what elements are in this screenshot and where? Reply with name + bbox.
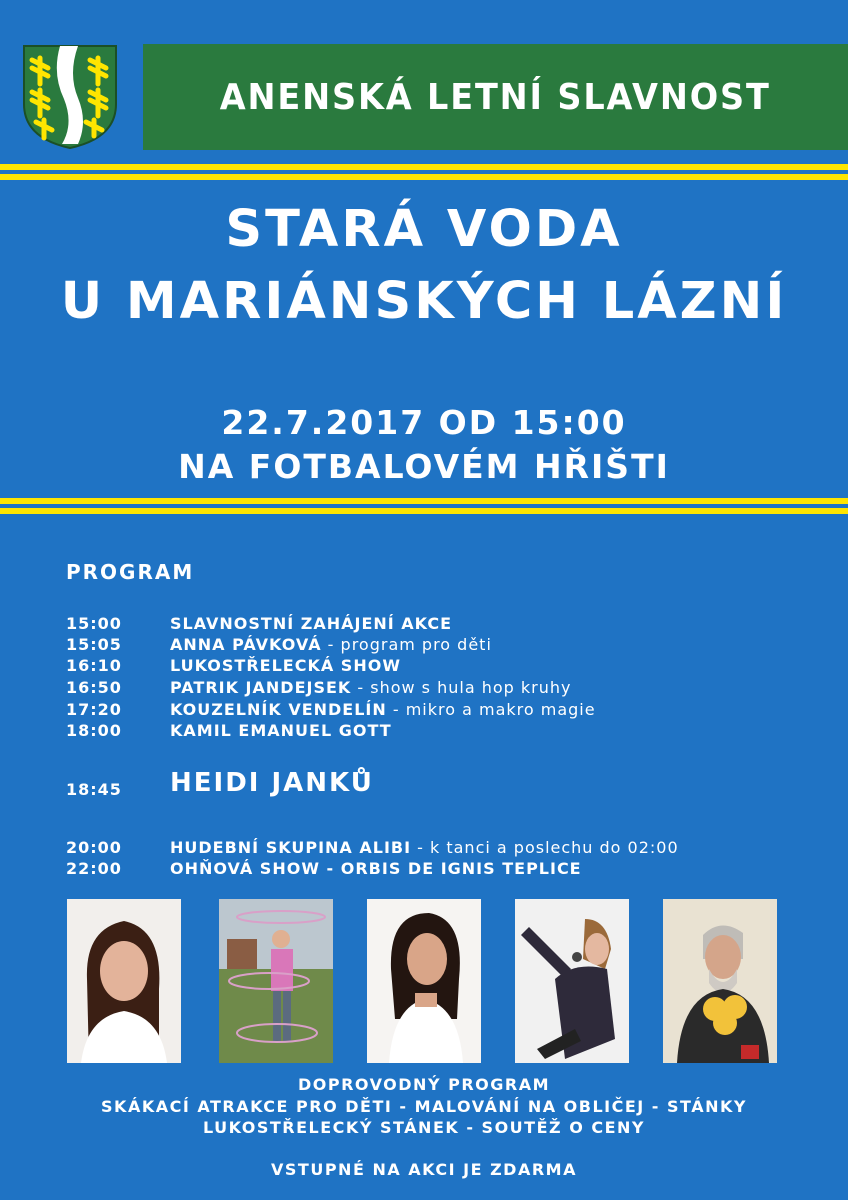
program-act: HEIDI JANKŮ bbox=[170, 768, 374, 798]
venue: NA FOTBALOVÉM HŘIŠTI bbox=[178, 447, 670, 486]
program-time: 16:50 bbox=[66, 678, 122, 697]
program-act: KAMIL EMANUEL GOTT bbox=[170, 721, 392, 740]
performer-photo bbox=[67, 899, 181, 1063]
program-act: LUKOSTŘELECKÁ SHOW bbox=[170, 656, 401, 675]
program-time: 16:10 bbox=[66, 656, 122, 675]
coat-of-arms-icon bbox=[22, 44, 118, 150]
program-heading: PROGRAM bbox=[66, 560, 195, 584]
program-time: 15:00 bbox=[66, 614, 122, 633]
program-time: 20:00 bbox=[66, 838, 122, 857]
yellow-stripe-bottom bbox=[0, 498, 848, 514]
program-desc: - k tanci a poslechu do 02:00 bbox=[411, 838, 679, 857]
event-title: ANENSKÁ LETNÍ SLAVNOST bbox=[220, 76, 771, 118]
magician-photo bbox=[663, 899, 777, 1063]
singer-photo bbox=[367, 899, 481, 1063]
title-banner bbox=[143, 44, 848, 150]
location-line-1: STARÁ VODA bbox=[225, 200, 623, 259]
musician-photo bbox=[515, 899, 629, 1063]
program-time: 18:00 bbox=[66, 721, 122, 740]
program-act: SLAVNOSTNÍ ZAHÁJENÍ AKCE bbox=[170, 614, 453, 633]
program-act: ANNA PÁVKOVÁ bbox=[170, 635, 322, 654]
footer-line: LUKOSTŘELECKÝ STÁNEK - SOUTĚŽ O CENY bbox=[202, 1118, 646, 1137]
program-time: 18:45 bbox=[66, 780, 122, 799]
program-act: KOUZELNÍK VENDELÍN bbox=[170, 700, 387, 719]
program-act: HUDEBNÍ SKUPINA ALIBI bbox=[170, 838, 412, 857]
yellow-stripe-top bbox=[0, 164, 848, 180]
program-time: 17:20 bbox=[66, 700, 122, 719]
free-entry-note: VSTUPNÉ NA AKCI JE ZDARMA bbox=[271, 1160, 577, 1179]
program-time: 22:00 bbox=[66, 859, 122, 878]
program-act: PATRIK JANDEJSEK bbox=[170, 678, 352, 697]
program-act: OHŇOVÁ SHOW - ORBIS DE IGNIS TEPLICE bbox=[170, 859, 582, 878]
program-desc: - mikro a makro magie bbox=[386, 700, 596, 719]
hula-hoop-photo bbox=[219, 899, 333, 1063]
date-time: 22.7.2017 OD 15:00 bbox=[221, 403, 627, 442]
program-desc: - show s hula hop kruhy bbox=[351, 678, 572, 697]
location-line-2: U MARIÁNSKÝCH LÁZNÍ bbox=[60, 272, 788, 331]
footer-line: SKÁKACÍ ATRAKCE PRO DĚTI - MALOVÁNÍ NA OBLIČEJ - STÁNKY bbox=[101, 1097, 747, 1116]
program-desc: - program pro děti bbox=[321, 635, 492, 654]
program-time: 15:05 bbox=[66, 635, 122, 654]
footer-heading: DOPROVODNÝ PROGRAM bbox=[297, 1075, 551, 1094]
